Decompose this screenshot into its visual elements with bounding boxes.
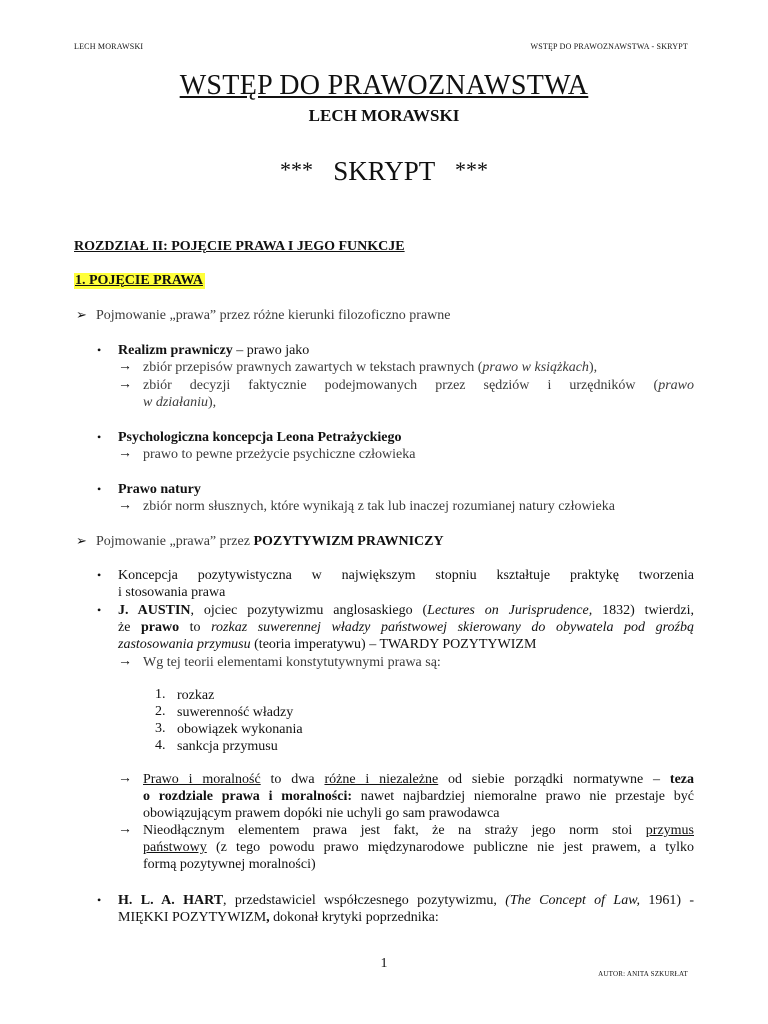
realizm-item-2-italic-2: w działaniu xyxy=(143,395,208,410)
austin-line2 xyxy=(118,619,694,636)
paragraph-pojmowanie-2-bold: POZYTYWIZM PRAWNICZY xyxy=(253,534,444,549)
section-heading-highlighted: 1. POJĘCIE PRAWA xyxy=(75,273,203,288)
list-item: obowiązek wykonania xyxy=(177,722,303,737)
moral-line1 xyxy=(143,771,694,788)
running-header-left: LECH MORAWSKI xyxy=(74,42,144,51)
chapter-heading: ROZDZIAŁ II: POJĘCIE PRAWA I JEGO FUNKCJE xyxy=(74,239,405,254)
hart-line2 xyxy=(118,909,439,926)
hart-italic: (The Concept of Law, xyxy=(505,893,640,908)
stars-right: *** xyxy=(455,157,489,182)
austin-text1: , ojciec pozytywizmu anglosaskiego ( xyxy=(190,603,428,618)
arrow-icon: → xyxy=(118,377,132,392)
footer-author: AUTOR: ANITA SZKURŁAT xyxy=(598,970,688,978)
koncepcja-line1: Koncepcja pozytywistyczna w największym stopniu kształtuje praktykę tworzenia xyxy=(118,568,694,583)
bullet-icon: • xyxy=(97,568,102,582)
list-number: 3. xyxy=(155,721,166,736)
arrow-icon: → xyxy=(118,771,132,786)
realizm-item-2-line1 xyxy=(143,377,694,394)
prawo-natury-item-1: zbiór norm słusznych, które wynikają z tak lub inaczej rozumianej natury człowieka xyxy=(143,499,615,514)
moral-l4-a: Nieodłącznym elementem prawa jest fakt, że na straży jego norm stoi xyxy=(143,823,646,838)
moral-l1-a: to dwa xyxy=(260,772,325,787)
hart-l2-a: MIĘKKI POZYTYWIZM xyxy=(118,910,267,925)
austin-text2: 1832) twierdzi, xyxy=(592,603,694,618)
list-number: 4. xyxy=(155,738,166,753)
arrow-icon: → xyxy=(118,498,132,513)
hart-name: H. L. A. HART xyxy=(118,893,224,908)
realizm-rest: – prawo jako xyxy=(232,343,310,358)
bullet-icon: • xyxy=(97,482,102,496)
prawo-natury-bold: Prawo natury xyxy=(118,482,201,497)
moral-line4 xyxy=(143,822,694,839)
realizm-item-2-end: ), xyxy=(207,395,217,410)
psychologiczna-item-1: prawo to pewne przeżycie psychiczne człowieka xyxy=(143,447,416,462)
hart-text1: , przedstawiciel współczesnego pozytywizmu, xyxy=(223,893,506,908)
austin-arrow-item: Wg tej teorii elementami konstytutywnymi prawa są: xyxy=(143,655,441,670)
triangle-bullet-icon: ➢ xyxy=(76,533,87,548)
austin-l2-b: to xyxy=(179,620,212,635)
realizm-bold: Realizm prawniczy xyxy=(118,343,233,358)
austin-l2-a: że xyxy=(118,620,141,635)
bullet-icon: • xyxy=(97,430,102,444)
moral-l1-underlined-2: różne i niezależne xyxy=(324,772,439,787)
moral-l2-rest: nawet najbardziej niemoralne prawo nie przestaje być xyxy=(352,789,694,804)
prawo-natury-heading xyxy=(118,481,201,498)
document-author: LECH MORAWSKI xyxy=(308,106,460,125)
running-header-right: WSTĘP DO PRAWOZNAWSTWA - SKRYPT xyxy=(530,42,688,51)
realizm-item-2-text: zbiór decyzji faktycznie podejmowanych przez sędziów i urzędników ( xyxy=(143,378,659,393)
realizm-item-1-text: zbiór przepisów prawnych zawartych w tekstach prawnych ( xyxy=(143,360,483,375)
austin-name: J. AUSTIN xyxy=(118,603,191,618)
austin-l3-rest: (teoria imperatywu) – TWARDY POZYTYWIZM xyxy=(250,637,537,652)
hart-l2-bold: , xyxy=(266,910,270,925)
bullet-icon: • xyxy=(97,603,102,617)
arrow-icon: → xyxy=(118,654,132,669)
psychologiczna-bold: Psychologiczna koncepcja Leona Petrażyckiego xyxy=(118,430,402,445)
list-number: 1. xyxy=(155,687,166,702)
realizm-item-1-end: ), xyxy=(588,360,598,375)
moral-l1-bold: teza xyxy=(669,772,695,787)
austin-line1 xyxy=(118,602,694,619)
moral-line2 xyxy=(143,788,694,805)
hart-line1 xyxy=(118,892,694,909)
austin-l2-bold: prawo xyxy=(140,620,180,635)
list-number: 2. xyxy=(155,704,166,719)
stars-left: *** xyxy=(279,157,313,182)
arrow-icon: → xyxy=(118,359,132,374)
paragraph-pojmowanie-2 xyxy=(96,533,444,550)
moral-l2-bold: o rozdziale prawa i moralności: xyxy=(143,789,352,804)
document-title: WSTĘP DO PRAWOZNAWSTWA xyxy=(179,70,589,101)
realizm-item-1 xyxy=(143,359,597,376)
moral-line3: obowiązującym prawem dopóki nie uchyli go sam prawodawca xyxy=(143,806,500,821)
arrow-icon: → xyxy=(118,446,132,461)
hart-text2: 1961) - xyxy=(640,893,694,908)
moral-l1-b: od siebie porządki normatywne – xyxy=(438,772,670,787)
realizm-item-2-italic: prawo xyxy=(658,378,694,393)
bullet-icon: • xyxy=(97,893,102,907)
skrypt-heading xyxy=(0,156,768,187)
koncepcja-line2: i stosowania prawa xyxy=(118,585,226,600)
realizm-item-2-line2 xyxy=(143,394,216,411)
realizm-heading xyxy=(118,342,309,359)
moral-l5-rest: (z tego powodu prawo międzynarodowe publiczne nie jest prawem, a tylko xyxy=(206,840,694,855)
paragraph-pojmowanie-2-text: Pojmowanie „prawa” przez xyxy=(96,534,254,549)
austin-l2-italic: rozkaz suwerennej władzy państwowej skierowany do obywatela pod groźbą xyxy=(211,620,694,635)
moral-line6: formą pozytywnej moralności) xyxy=(143,857,316,872)
paragraph-pojmowanie-1: Pojmowanie „prawa” przez różne kierunki filozoficzno prawne xyxy=(96,308,451,323)
psychologiczna-heading xyxy=(118,429,401,446)
list-item: rozkaz xyxy=(177,688,215,703)
triangle-bullet-icon: ➢ xyxy=(76,307,87,322)
bullet-icon: • xyxy=(97,343,102,357)
moral-l4-underlined: przymus xyxy=(645,823,694,838)
hart-l2-rest: dokonał krytyki poprzednika: xyxy=(269,910,439,925)
skrypt-label: SKRYPT xyxy=(333,156,435,186)
moral-l1-underlined: Prawo i moralność xyxy=(143,772,261,787)
austin-l3-italic: zastosowania przymusu xyxy=(118,637,251,652)
austin-line3 xyxy=(118,636,536,653)
page-number: 1 xyxy=(380,956,388,971)
moral-l5-underlined: państwowy xyxy=(143,840,207,855)
moral-line5 xyxy=(143,839,694,856)
realizm-item-1-italic: prawo w książkach xyxy=(482,360,589,375)
arrow-icon: → xyxy=(118,822,132,837)
list-item: sankcja przymusu xyxy=(177,739,278,754)
list-item: suwerenność władzy xyxy=(177,705,294,720)
austin-italic-title: Lectures on Jurisprudence, xyxy=(427,603,593,618)
